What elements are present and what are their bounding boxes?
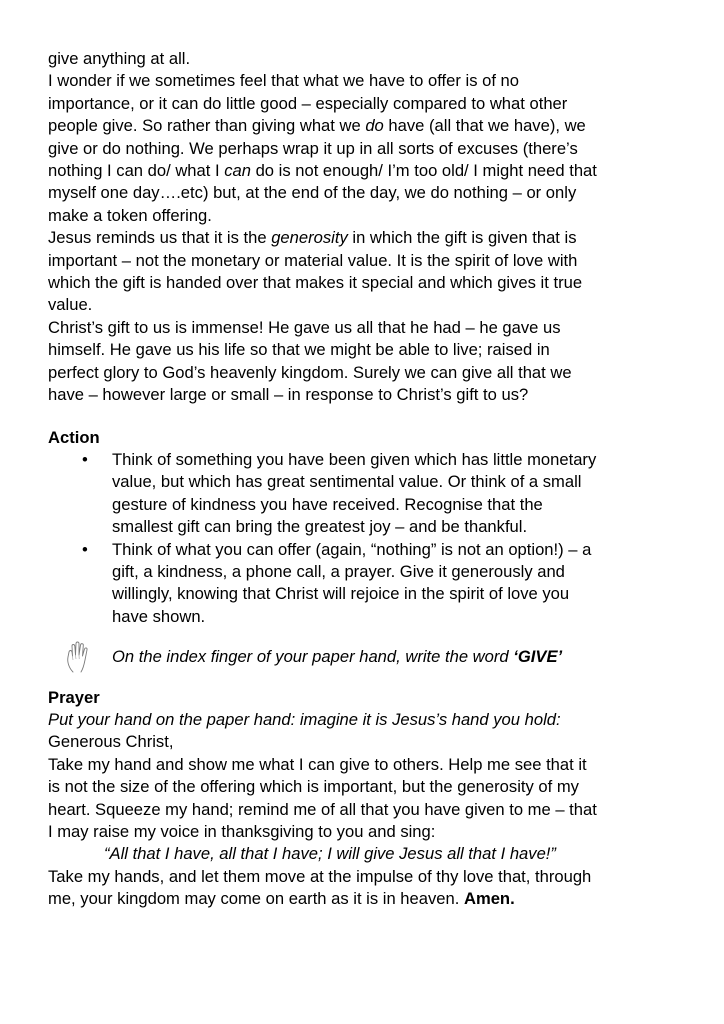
text-line: Christ’s gift to us is immense! He gave us all that he had – he gave us [48,317,561,337]
instruction-text: On the index finger of your paper hand, write the word [112,647,514,667]
paragraph-reflection [48,70,684,227]
bullet-icon: • [82,449,88,469]
prayer-quote [48,843,684,865]
text-run: Think of what you can offer (again, “nothing” is not an option!) – a [112,539,592,559]
emphasis-generosity: generosity [271,228,348,248]
text-line: give or do nothing. We perhaps wrap it up in all sorts of excuses (there’s [48,138,578,158]
prayer-line: heart. Squeeze my hand; remind me of all that you have given to me – that [48,799,597,819]
bullet-line: gesture of kindness you have received. Recognise that the [112,494,543,514]
prayer-line: Take my hand and show me what I can give to others. Help me see that it [48,754,587,774]
text-line: value. [48,295,93,315]
text-line [48,115,684,137]
document-page [48,48,684,911]
bullet-line: have shown. [112,606,206,626]
bullet-line [48,449,684,471]
bullet-line: smallest gift can bring the greatest joy – and be thankful. [112,517,528,537]
text-line [48,160,684,182]
text-run: have (all that we have), we [383,116,586,136]
bullet-line [48,539,684,561]
emphasis-can: can [224,161,251,181]
action-bullet-1 [48,449,684,539]
text-line: perfect glory to God’s heavenly kingdom. Surely we can give all that we [48,362,572,382]
text-line: myself one day….etc) but, at the end of the day, we do nothing – or only [48,183,577,203]
text-line: which the gift is handed over that makes it special and which gives it true [48,273,583,293]
text-run: in which the gift is given that is [347,228,577,248]
action-heading: Action [48,427,100,447]
text-line [48,227,684,249]
prayer-line: Take my hands, and let them move at the impulse of thy love that, through [48,866,592,886]
text-line: important – not the monetary or material value. It is the spirit of love with [48,250,578,270]
text-run: Jesus reminds us that it is the [48,228,272,248]
bullet-line: gift, a kindness, a phone call, a prayer. Give it generously and [112,561,565,581]
text-line: I wonder if we sometimes feel that what we have to offer is of no [48,71,520,91]
prayer-line: I may raise my voice in thanksgiving to you and sing: [48,822,436,841]
text-line: have – however large or small – in response to Christ’s gift to us? [48,385,529,405]
text-run: people give. So rather than giving what we [48,116,366,136]
quote-text: “All that I have, all that I have; I will give Jesus all that I have!” [104,844,556,864]
text-run: me, your kingdom may come on earth as it is in heaven. [48,889,464,909]
hand-instruction [48,646,684,668]
amen-text: Amen. [463,889,515,909]
text-line: importance, or it can do little good – especially compared to what other [48,93,568,113]
bullet-line: willingly, knowing that Christ will rejoice in the spirit of love you [112,584,570,604]
prayer-line [48,888,684,910]
prayer-address: Generous Christ, [48,732,174,752]
text-line: make a token offering. [48,205,212,225]
text-run: nothing I can do/ what I [48,161,225,181]
section-gap [48,407,684,427]
bullet-line: value, but which has great sentimental value. Or think of a small [112,472,582,492]
instruction-word: ‘GIVE’ [513,647,563,667]
text-run: do is not enough/ I’m too old/ I might need that [250,161,597,181]
prayer-heading: Prayer [48,687,100,707]
emphasis-do: do [365,116,384,136]
intro-line: give anything at all. [48,49,191,68]
prayer-line: is not the size of the offering which is important, but the generosity of my [48,777,579,797]
text-run: Think of something you have been given which has little monetary [112,449,597,469]
prayer-intro-text: Put your hand on the paper hand: imagine it is Jesus’s hand you hold: [48,709,561,729]
paragraph-generosity [48,227,684,317]
prayer-intro [48,709,684,731]
bullet-icon: • [82,539,88,559]
hand-icon [64,640,94,674]
action-bullet-2 [48,539,684,629]
text-line: himself. He gave us his life so that we might be able to live; raised in [48,340,550,360]
paragraph-christs-gift [48,317,684,407]
